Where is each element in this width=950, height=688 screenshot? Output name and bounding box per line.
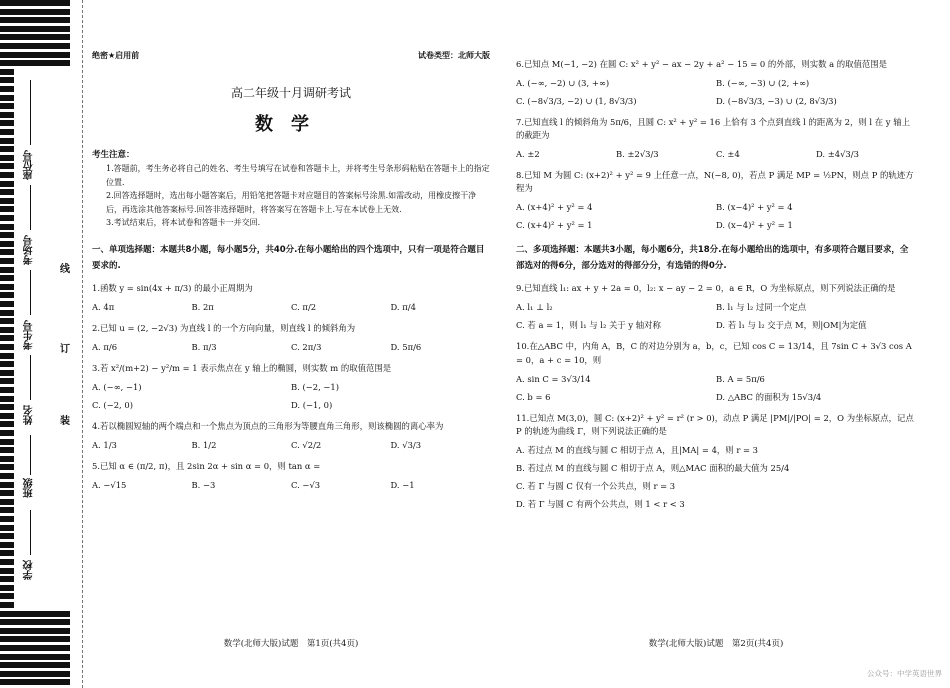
question-options (92, 381, 490, 412)
question-list-2 (516, 58, 916, 232)
stripe (0, 559, 14, 565)
stripe (0, 447, 14, 453)
option: C. (−2, 0) (92, 400, 133, 411)
question-options (516, 373, 916, 404)
stripe (0, 327, 14, 333)
paper-type-label: 试卷类型：北师大版 (418, 51, 490, 60)
question-stem: 9.已知直线 l₁: ax + y + 2a = 0，l₂: x − ay − 2 = 0，a ∈ R，O 为坐标原点，则下列说法正确的是 (516, 283, 896, 294)
option: A. −√15 (92, 480, 127, 491)
stripe (0, 17, 70, 23)
stripe (0, 378, 14, 384)
option: D. −1 (390, 480, 415, 491)
stripe (0, 69, 14, 75)
question-options (516, 444, 916, 511)
stripe (0, 456, 14, 462)
question-options (516, 77, 916, 108)
stripe (0, 396, 14, 402)
stripe (0, 120, 14, 126)
stripe (0, 628, 70, 634)
question (516, 340, 916, 403)
option: D. 若 l₁ 与 l₂ 交于点 M，则|OM|为定值 (716, 320, 867, 331)
option: B. (−∞, −3) ∪ (2, +∞) (716, 78, 810, 89)
option: B. ±2√3/3 (616, 149, 659, 160)
stripe (0, 163, 14, 169)
stripe (0, 602, 14, 608)
option: B. (−2, −1) (291, 382, 340, 393)
side-field-6: 学校 (24, 560, 35, 580)
stripe (0, 60, 70, 66)
stripe (0, 52, 70, 58)
stripe (0, 267, 14, 273)
option: A. (−∞, −2) ∪ (3, +∞) (516, 78, 610, 89)
stripe (0, 95, 14, 101)
side-field-3: 考生号 (24, 320, 35, 350)
note-item: 2.回答选择题时，选出每小题答案后，用铅笔把答题卡对应题目的答案标号涂黑.如需改动，用橡皮擦干净后，再选涂其他答案标号.回答非选择题时，将答案写在答题卡上.写在本试卷上无效. (106, 191, 477, 214)
option: A. 1/3 (92, 440, 117, 451)
stripe (0, 146, 14, 152)
page-header (92, 50, 490, 62)
question-stem: 10.在△ABC 中，内角 A，B，C 的对边分别为 a，b，c，已知 cos C = 13/14，且 7sin C + 3√3 cos A = 0，a + c = 10，则 (516, 341, 912, 365)
seal-mark-line: 线 (60, 264, 70, 275)
stripe (0, 215, 14, 221)
question-options (516, 148, 916, 161)
option: B. (x−4)² + y² = 4 (716, 202, 793, 213)
option: B. −3 (191, 480, 216, 491)
question-list-3 (516, 282, 916, 510)
stripe (0, 353, 14, 359)
option: C. ±4 (716, 149, 740, 160)
stripe (0, 86, 14, 92)
option: B. 若过点 M 的直线与圆 C 相切于点 A，则△MAC 面积的最大值为 25/4 (516, 462, 790, 473)
question (516, 169, 916, 232)
option: A. sin C = 3√3/14 (516, 373, 591, 384)
question (92, 322, 490, 354)
option: A. (x+4)² + y² = 4 (516, 202, 593, 213)
option: D. (−1, 0) (291, 400, 333, 411)
option: A. 4π (92, 302, 115, 313)
question-list-1 (92, 282, 490, 492)
stripe (0, 198, 14, 204)
side-field-line (30, 80, 31, 145)
stripe (0, 387, 14, 393)
stripe (0, 568, 14, 574)
stripe (0, 224, 14, 230)
subject-title: 数学 (255, 113, 327, 135)
option: B. 1/2 (191, 440, 217, 451)
stripe (0, 34, 70, 40)
stripe (0, 516, 14, 522)
question (92, 460, 490, 492)
stripe (0, 542, 14, 548)
stripe (0, 275, 14, 281)
stripe (0, 103, 14, 109)
stripe (0, 361, 14, 367)
option: A. l₁ ⊥ l₂ (516, 302, 553, 313)
stripe (0, 0, 70, 6)
side-field-line (30, 435, 31, 475)
stripe (0, 189, 14, 195)
stripe (0, 413, 14, 419)
stripe (0, 645, 70, 651)
question-stem: 1.函数 y = sin(4x + π/3) 的最小正周期为 (92, 283, 253, 294)
stripe (0, 249, 14, 255)
stripe (0, 654, 70, 660)
stripe (0, 464, 14, 470)
option: A. π/6 (92, 342, 118, 353)
stripe (0, 138, 14, 144)
question (92, 420, 490, 452)
question-stem: 7.已知直线 l 的倾斜角为 5π/6，且圆 C: x² + y² = 16 上恰有 3 个点到直线 l 的距离为 2，则 l 在 y 轴上的截距为 (516, 117, 910, 141)
stripe (0, 129, 14, 135)
stripe (0, 473, 14, 479)
option: C. 2π/3 (291, 342, 322, 353)
stripe (0, 112, 14, 118)
stripe (0, 9, 70, 15)
stripe (0, 421, 14, 427)
question-stem: 4.若以椭圆短轴的两个端点和一个焦点为顶点的三角形为等腰直角三角形，则该椭圆的离心率为 (92, 421, 444, 432)
page-2 (516, 50, 916, 511)
option: A. ±2 (516, 149, 540, 160)
question-stem: 6.已知点 M(−1, −2) 在圆 C: x² + y² − ax − 2y + a² − 15 = 0 的外部，则实数 a 的取值范围是 (516, 59, 888, 69)
option: B. 2π (191, 302, 214, 313)
option: C. 若 Γ 与圆 C 仅有一个公共点，则 r = 3 (516, 480, 676, 491)
stripe (0, 26, 70, 32)
question-stem: 2.已知 u = (2, −2√3) 为直线 l 的一个方向向量，则直线 l 的倾斜角为 (92, 323, 356, 334)
stripe (0, 241, 14, 247)
notes-heading: 考生注意： (92, 149, 135, 160)
stripe (0, 636, 70, 642)
stripe (0, 439, 14, 445)
question-stem: 8.已知 M 为圆 C: (x+2)² + y² = 9 上任意一点，N(−8, 0)，若点 P 满足 MP = ½PN，则点 P 的轨迹方程为 (516, 170, 914, 194)
option: C. −√3 (291, 480, 321, 491)
stripe (0, 318, 14, 324)
stripe (0, 206, 14, 212)
option: D. (−8√3/3, −3) ∪ (2, 8√3/3) (716, 96, 837, 107)
section-1-heading: 一、单项选择题：本题共8小题，每小题5分，共40分.在每小题给出的四个选项中，只有一项是符合题目要求的. (92, 245, 485, 272)
option: B. A = 5π/6 (716, 373, 765, 384)
option: B. π/3 (191, 342, 217, 353)
page-1 (92, 50, 490, 492)
side-field-1: 座位号 (24, 150, 35, 180)
question-options (516, 201, 916, 232)
exam-title: 高二年级十月调研考试 (230, 86, 351, 101)
stripe (0, 335, 14, 341)
stripe (0, 310, 14, 316)
question-options (92, 341, 490, 354)
section-2-heading: 二、多项选择题：本题共3小题，每小题6分，共18分.在每小题给出的选项中，有多项符合题目要求，全部选对的得6分，部分选对的得部分分，有选错的得0分. (516, 245, 909, 272)
side-field-line (30, 355, 31, 400)
stripe (0, 585, 14, 591)
side-field-4: 姓名 (24, 405, 35, 425)
option: C. π/2 (291, 302, 317, 313)
question (516, 116, 916, 161)
stripe (0, 232, 14, 238)
stripe (0, 404, 14, 410)
stripe (0, 593, 14, 599)
stripe (0, 258, 14, 264)
side-field-line (30, 510, 31, 555)
stripe (0, 43, 70, 49)
side-field-2: 考场号 (24, 235, 35, 265)
stripe (0, 482, 14, 488)
question-stem: 3.若 x²/(m+2) − y²/m = 1 表示焦点在 y 轴上的椭圆，则实数 m 的取值范围是 (92, 363, 392, 374)
page-1-footer: 数学(北师大版)试题 第1页(共4页) (223, 639, 359, 649)
question-options (92, 479, 490, 492)
seal-mark-pack: 装 (60, 416, 70, 427)
watermark: 公众号：中学英语世界 (867, 669, 942, 678)
option: D. √3/3 (390, 440, 422, 451)
option: C. 若 a = 1，则 l₁ 与 l₂ 关于 y 轴对称 (516, 320, 661, 331)
side-field-line (30, 270, 31, 315)
note-item: 3.考试结束后，将本试卷和答题卡一并交回. (106, 218, 261, 228)
option: A. (−∞, −1) (92, 382, 142, 393)
question (516, 58, 916, 108)
stripe (0, 77, 14, 83)
binding-dashed-line (82, 0, 84, 688)
page-2-footer: 数学(北师大版)试题 第2页(共4页) (648, 639, 784, 649)
stripe (0, 611, 70, 617)
stripe (0, 507, 14, 513)
stripe (0, 662, 70, 668)
stripe (0, 301, 14, 307)
option: D. △ABC 的面积为 15√3/4 (716, 391, 822, 402)
question (516, 412, 916, 511)
option: B. l₁ 与 l₂ 过同一个定点 (716, 302, 807, 313)
stripe (0, 499, 14, 505)
question (92, 282, 490, 314)
option: D. 若 Γ 与圆 C 有两个公共点，则 1 < r < 3 (516, 498, 685, 509)
option: C. (−8√3/3, −2) ∪ (1, 8√3/3) (516, 96, 637, 107)
option: C. √2/2 (291, 440, 322, 451)
confidential-label: 绝密★启用前 (92, 51, 140, 60)
stripe (0, 181, 14, 187)
stripe (0, 370, 14, 376)
option: D. ±4√3/3 (816, 149, 859, 160)
question-options (92, 301, 490, 314)
stripe (0, 155, 14, 161)
stripe (0, 344, 14, 350)
stripe (0, 172, 14, 178)
stripe (0, 533, 14, 539)
question-options (516, 301, 916, 332)
option: C. b = 6 (516, 391, 551, 402)
option: D. π/4 (390, 302, 416, 313)
stripe (0, 490, 14, 496)
stripe (0, 550, 14, 556)
stripe (0, 284, 14, 290)
question-options (92, 439, 490, 452)
seal-mark-bind: 订 (60, 344, 70, 355)
side-field-5: 班级 (24, 478, 35, 498)
question (92, 362, 490, 412)
stripe (0, 671, 70, 677)
stripe (0, 619, 70, 625)
note-item: 1.答题前，考生务必将自己的姓名、考生号填写在试卷和答题卡上，并将考生号条形码粘贴在答题卡上的指定位置. (106, 164, 490, 187)
question-stem: 11.已知点 M(3,0)，圆 C: (x+2)² + y² = r² (r > 0)，动点 P 满足 |PM|/|PO| = 2，O 为坐标原点，记点 P 的轨迹为曲线 Γ，则下列说法正确的是 (516, 412, 914, 436)
option: C. (x+4)² + y² = 1 (516, 220, 593, 231)
stripe (0, 292, 14, 298)
option: D. (x−4)² + y² = 1 (716, 220, 793, 231)
stripe (0, 430, 14, 436)
question-stem: 5.已知 α ∈ (π/2, π)，且 2sin 2α + sin α = 0，则 tan α = (92, 461, 321, 472)
option: D. 5π/6 (390, 342, 422, 353)
stripe (0, 679, 70, 685)
stripe (0, 576, 14, 582)
stripe (0, 525, 14, 531)
side-field-line (30, 185, 31, 230)
question (516, 282, 916, 332)
option: A. 若过点 M 的直线与圆 C 相切于点 A，且|MA| = 4，则 r = 3 (516, 444, 758, 455)
